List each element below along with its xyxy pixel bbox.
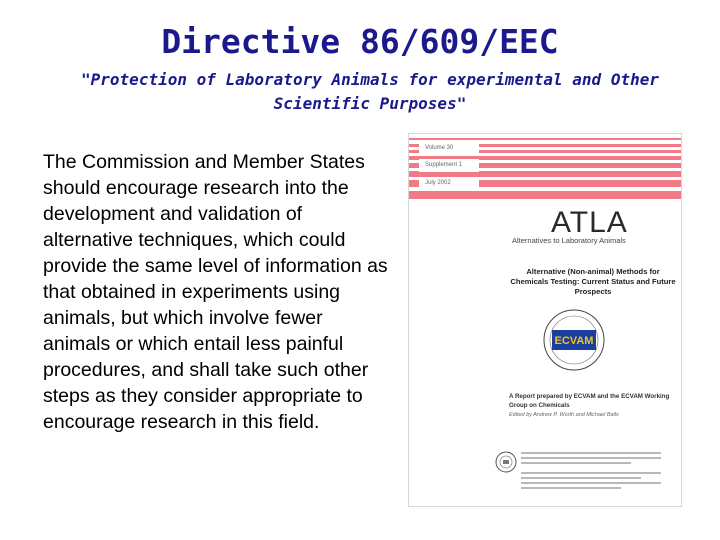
fine-print-line — [521, 482, 661, 484]
slide-title: Directive 86/609/EEC — [161, 22, 559, 61]
fine-print-line — [521, 457, 661, 459]
cover-journal-subtitle: Alternatives to Laboratory Animals — [512, 236, 626, 245]
cover-report-line: A Report prepared by ECVAM and the ECVAM Working Group on Chemicals — [509, 393, 670, 409]
cover-journal-name: ATLA — [551, 206, 628, 239]
cover-supplement-tag: Supplement 1 — [419, 159, 479, 172]
fine-print-line — [521, 452, 661, 454]
cover-volume-tag: Volume 30 — [419, 142, 479, 155]
fine-print-line — [521, 472, 661, 474]
fine-print-line — [521, 477, 641, 479]
badge-label: ECVAM — [554, 335, 594, 347]
cover-editors: Edited by Andrew P. Worth and Michael Balls — [509, 412, 619, 418]
cover-stripe — [409, 138, 681, 140]
fine-print-line — [521, 487, 621, 489]
cover-stripe — [409, 191, 681, 199]
directive-body-text: The Commission and Member States should encourage research into the development and validation of alternative techniques, which could provide the same level of information as that obtained in experiments using animals, but which involve fewer animals or which entail less painful procedures, and shall take such other steps as they consider appropriate to encourage research in this field. — [43, 151, 388, 433]
cover-heading: Alternative (Non-animal) Methods for Chemicals Testing: Current Status and Future Prospects — [510, 267, 676, 296]
atla-journal-cover — [408, 133, 682, 507]
ecvam-badge-icon — [543, 309, 605, 371]
cover-date-tag: July 2002 — [419, 177, 479, 190]
slide-subtitle: "Protection of Laboratory Animals for experimental and Other Scientific Purposes" — [81, 70, 659, 113]
publisher-seal-icon — [495, 451, 517, 473]
fine-print-line — [521, 462, 631, 464]
